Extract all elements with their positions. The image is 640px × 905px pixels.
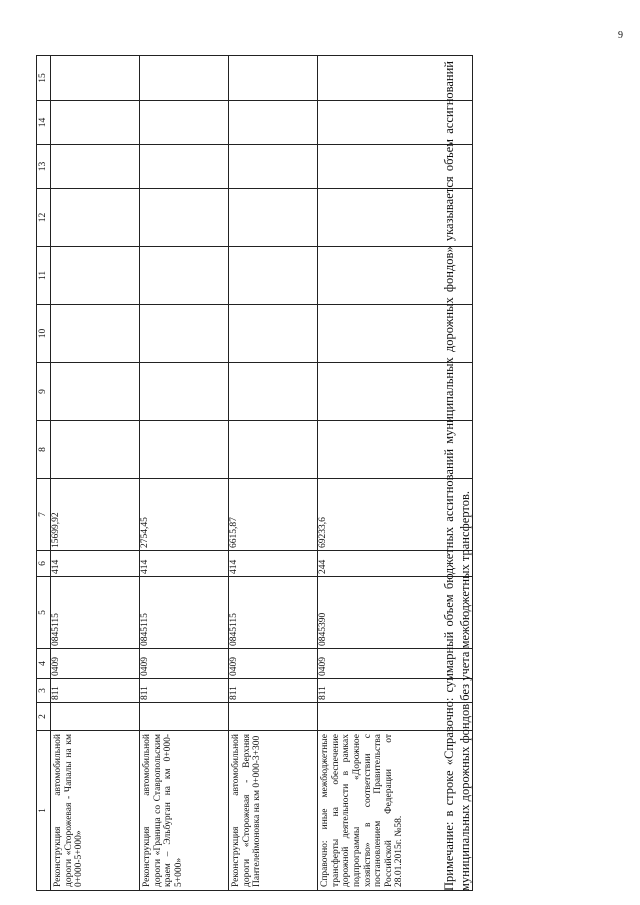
cell	[229, 145, 318, 189]
column-header: 9	[37, 363, 51, 421]
row-name-cell: Реконструкция автомобильной дороги «Граница со Ставропольским краем – Эльбурган на км 0+000-5+000»	[140, 731, 229, 891]
cell: 0845115	[229, 577, 318, 649]
cell: 414	[51, 551, 140, 577]
budget-table	[36, 55, 473, 891]
cell	[140, 305, 229, 363]
cell: 0845390	[318, 577, 473, 649]
cell	[229, 189, 318, 247]
cell	[140, 145, 229, 189]
cell: 811	[229, 679, 318, 703]
cell: 6615,87	[229, 479, 318, 551]
column-header: 6	[37, 551, 51, 577]
cell: 2754,45	[140, 479, 229, 551]
table-row	[51, 56, 140, 891]
column-header: 3	[37, 679, 51, 703]
table-row	[140, 56, 229, 891]
cell	[51, 101, 140, 145]
cell	[140, 247, 229, 305]
cell: 244	[318, 551, 473, 577]
cell: 0409	[229, 649, 318, 679]
cell: 0409	[51, 649, 140, 679]
cell	[51, 247, 140, 305]
cell: 811	[318, 679, 473, 703]
column-header: 1	[37, 731, 51, 891]
cell: 15699,92	[51, 479, 140, 551]
cell	[140, 189, 229, 247]
column-header: 15	[37, 56, 51, 101]
cell	[51, 189, 140, 247]
footnote: Примечание: в строке «Справочно: суммарный объем бюджетных ассигнований муниципальных дорожных фондов» указывается объем ассигнований муниципальных дорожных фондов без учета межбюджетных трансфертов.	[442, 61, 472, 891]
column-header: 11	[37, 247, 51, 305]
column-header: 2	[37, 703, 51, 731]
cell	[229, 101, 318, 145]
cell	[51, 305, 140, 363]
column-header: 13	[37, 145, 51, 189]
cell	[229, 56, 318, 101]
cell	[140, 421, 229, 479]
cell	[229, 305, 318, 363]
cell: 0409	[140, 649, 229, 679]
cell	[51, 703, 140, 731]
cell	[51, 145, 140, 189]
cell	[51, 421, 140, 479]
row-name-cell: Справочно: иные межбюджетные трансферты на обеспечение дорожной деятельности в рамках подпрограммы «Дорожное хозяйство» в соответствии с постановлением Правительства Российской Федерации от 28.01.2015г. №58.	[318, 731, 473, 891]
column-header: 12	[37, 189, 51, 247]
column-header: 14	[37, 101, 51, 145]
row-name-cell: Реконструкция автомобильной дороги «Сторожевая - Верхняя Пантелеймоновка на км 0+000-3+300	[229, 731, 318, 891]
page-number: 9	[618, 30, 623, 41]
cell: 414	[229, 551, 318, 577]
cell: 811	[51, 679, 140, 703]
table-header-row	[37, 56, 51, 891]
cell	[140, 363, 229, 421]
column-header: 4	[37, 649, 51, 679]
cell	[229, 421, 318, 479]
rotated-page-content	[0, 25, 640, 905]
cell: 414	[140, 551, 229, 577]
column-header: 10	[37, 305, 51, 363]
column-header: 7	[37, 479, 51, 551]
cell: 0845115	[140, 577, 229, 649]
cell: 69233,6	[318, 479, 473, 551]
table-row	[229, 56, 318, 891]
cell: 811	[140, 679, 229, 703]
cell	[229, 247, 318, 305]
cell	[51, 56, 140, 101]
cell: 0845115	[51, 577, 140, 649]
cell	[229, 363, 318, 421]
column-header: 5	[37, 577, 51, 649]
row-name-cell: Реконструкция автомобильной дороги «Сторожевая - Чапалы на км 0+000-5+000»	[51, 731, 140, 891]
cell	[140, 56, 229, 101]
cell	[51, 363, 140, 421]
cell	[140, 703, 229, 731]
cell	[140, 101, 229, 145]
column-header: 8	[37, 421, 51, 479]
cell	[229, 703, 318, 731]
cell: 0409	[318, 649, 473, 679]
